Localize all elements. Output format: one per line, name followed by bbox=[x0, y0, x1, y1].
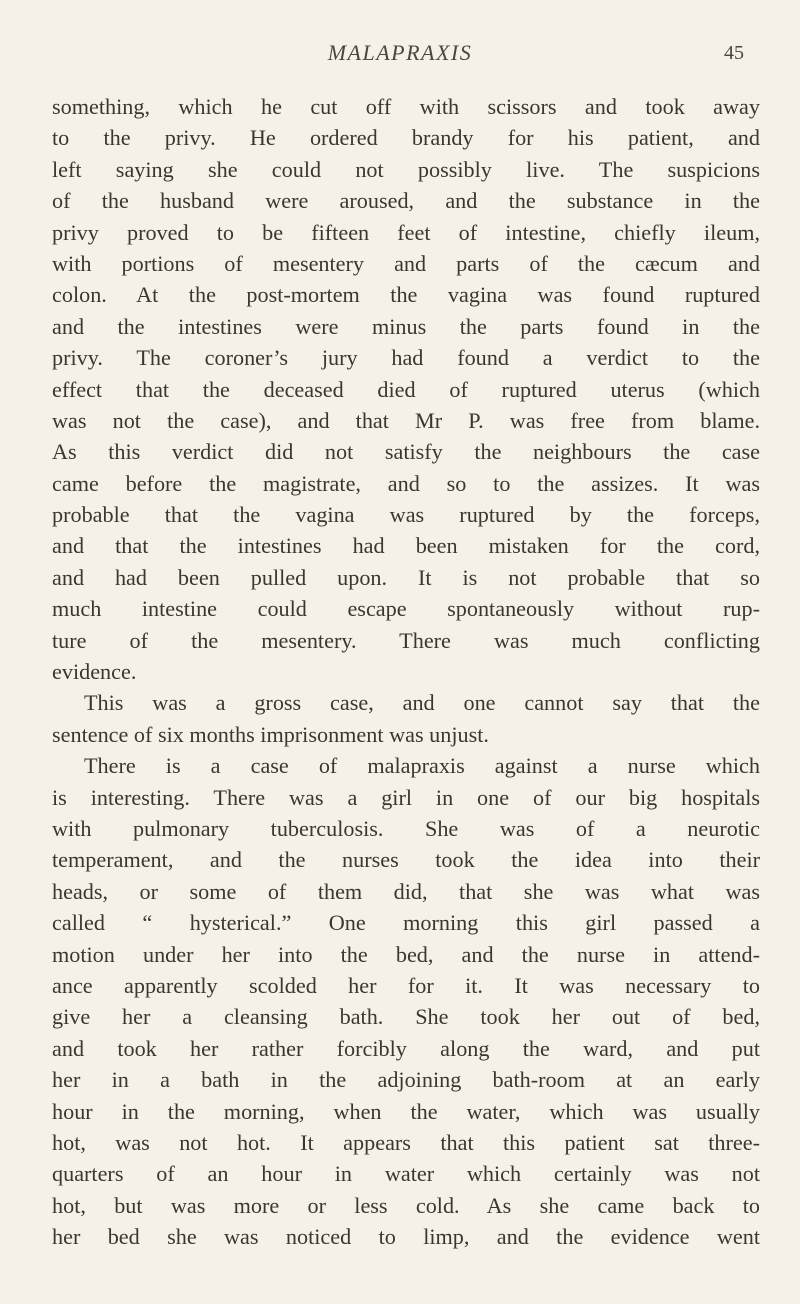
text-line: much intestine could escape spontaneously without rup- bbox=[52, 596, 760, 622]
text-line: privy proved to be fifteen feet of intestine, chiefly ileum, bbox=[52, 219, 760, 245]
text-line: and had been pulled upon. It is not probable that so bbox=[52, 564, 760, 590]
text-line: left saying she could not possibly live. The suspicions bbox=[52, 156, 760, 182]
text-line: and the intestines were minus the parts found in the bbox=[52, 313, 760, 339]
text-line: sentence of six months imprisonment was unjust. bbox=[52, 721, 489, 747]
text-line: give her a cleansing bath. She took her out of bed, bbox=[52, 1004, 760, 1030]
text-line: temperament, and the nurses took the idea into their bbox=[52, 847, 760, 873]
text-line: quarters of an hour in water which certainly was not bbox=[52, 1161, 760, 1187]
text-line: heads, or some of them did, that she was what was bbox=[52, 878, 760, 904]
text-line: hot, but was more or less cold. As she came back to bbox=[52, 1192, 760, 1218]
text-line: effect that the deceased died of ruptured uterus (which bbox=[52, 376, 760, 402]
text-line: with portions of mesentery and parts of the cæcum and bbox=[52, 250, 760, 276]
text-line: This was a gross case, and one cannot say that the bbox=[84, 690, 760, 716]
text-line: colon. At the post-mortem the vagina was found ruptured bbox=[52, 282, 760, 308]
text-line: probable that the vagina was ruptured by the forceps, bbox=[52, 502, 760, 528]
text-line: ture of the mesentery. There was much conflicting bbox=[52, 627, 760, 653]
running-title: MALAPRAXIS bbox=[327, 40, 473, 65]
text-line: is interesting. There was a girl in one of our big hospitals bbox=[52, 784, 760, 810]
text-line: and took her rather forcibly along the ward, and put bbox=[52, 1035, 760, 1061]
body-text bbox=[52, 91, 760, 1252]
text-line: privy. The coroner’s jury had found a verdict to the bbox=[52, 345, 760, 371]
text-line: and that the intestines had been mistaken for the cord, bbox=[52, 533, 760, 559]
text-line: There is a case of malapraxis against a nurse which bbox=[84, 753, 760, 779]
text-line: to the privy. He ordered brandy for his patient, and bbox=[52, 125, 760, 151]
text-line: something, which he cut off with scissors and took away bbox=[52, 94, 760, 119]
text-line: of the husband were aroused, and the substance in the bbox=[52, 188, 760, 214]
text-line: called “ hysterical.” One morning this girl passed a bbox=[52, 910, 760, 936]
text-line: was not the case), and that Mr P. was free from blame. bbox=[52, 407, 760, 433]
text-line: motion under her into the bed, and the nurse in attend- bbox=[52, 941, 760, 967]
text-line: ance apparently scolded her for it. It was necessary to bbox=[52, 972, 760, 998]
running-header bbox=[0, 40, 800, 80]
text-line: her bed she was noticed to limp, and the evidence went bbox=[52, 1224, 760, 1250]
page-number: 45 bbox=[724, 42, 744, 64]
text-line: her in a bath in the adjoining bath-room at an early bbox=[52, 1067, 760, 1093]
text-line: came before the magistrate, and so to the assizes. It was bbox=[52, 470, 760, 496]
text-line: hour in the morning, when the water, which was usually bbox=[52, 1098, 760, 1124]
text-line: with pulmonary tuberculosis. She was of a neurotic bbox=[52, 815, 760, 841]
text-line: evidence. bbox=[52, 659, 137, 685]
text-line: As this verdict did not satisfy the neighbours the case bbox=[52, 439, 760, 465]
text-line: hot, was not hot. It appears that this patient sat three- bbox=[52, 1129, 760, 1155]
